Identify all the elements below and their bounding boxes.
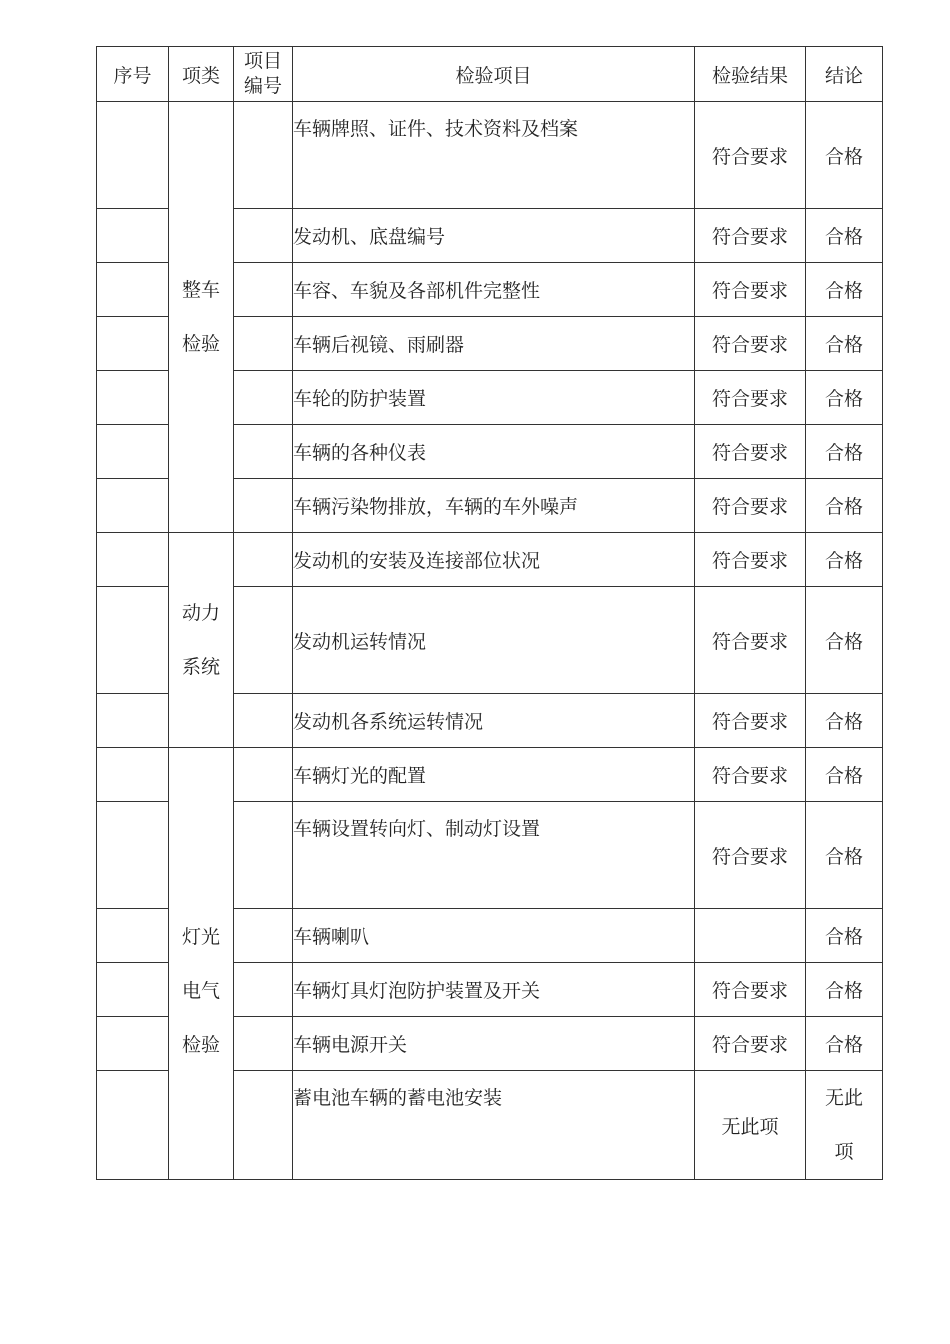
item-cell: 车辆灯具灯泡防护装置及开关 [293,963,695,1017]
code-cell [234,479,293,533]
category-cell [169,102,234,533]
seq-cell [97,371,169,425]
result-cell: 符合要求 [695,802,806,909]
result-cell: 符合要求 [695,587,806,694]
conclusion-cell: 合格 [806,694,883,748]
header-item: 检验项目 [293,47,695,102]
conclusion-cell: 合格 [806,587,883,694]
item-cell: 车容、车貌及各部机件完整性 [293,263,695,317]
seq-cell [97,748,169,802]
code-cell [234,909,293,963]
seq-cell [97,102,169,209]
category-cell [169,533,234,748]
conclusion-line: 无此 [824,1087,863,1109]
conclusion-cell: 合格 [806,909,883,963]
code-cell [234,802,293,909]
category-label: 检验 [181,1034,220,1056]
item-cell: 车辆污染物排放，车辆的车外噪声 [293,479,695,533]
code-cell [234,587,293,694]
category-label: 动力 [181,602,220,624]
conclusion-cell [806,1071,883,1180]
category-label: 整车 [181,279,220,301]
seq-cell [97,479,169,533]
item-cell: 车辆牌照、证件、技术资料及档案 [293,102,695,209]
conclusion-cell: 合格 [806,317,883,371]
seq-cell [97,909,169,963]
item-cell: 车辆灯光的配置 [293,748,695,802]
seq-cell [97,263,169,317]
conclusion-cell: 合格 [806,371,883,425]
result-cell: 符合要求 [695,1017,806,1071]
result-cell: 符合要求 [695,479,806,533]
category-label: 系统 [181,656,220,678]
header-result: 检验结果 [695,47,806,102]
item-cell: 发动机运转情况 [293,587,695,694]
code-cell [234,748,293,802]
seq-cell [97,1017,169,1071]
seq-cell [97,533,169,587]
item-cell: 车辆电源开关 [293,1017,695,1071]
code-cell [234,317,293,371]
header-code-text: 项目编号 [243,50,282,97]
conclusion-cell: 合格 [806,748,883,802]
header-seq: 序号 [97,47,169,102]
item-cell: 车辆的各种仪表 [293,425,695,479]
result-cell: 符合要求 [695,209,806,263]
seq-cell [97,694,169,748]
category-cell [169,748,234,1180]
result-cell [695,909,806,963]
code-cell [234,102,293,209]
category-label: 电气 [181,980,220,1002]
result-cell: 符合要求 [695,748,806,802]
item-cell: 发动机的安装及连接部位状况 [293,533,695,587]
code-cell [234,533,293,587]
result-cell: 符合要求 [695,317,806,371]
result-cell: 无此项 [695,1071,806,1180]
item-cell: 车辆后视镜、雨刷器 [293,317,695,371]
conclusion-cell: 合格 [806,102,883,209]
table-row [97,533,883,587]
seq-cell [97,425,169,479]
conclusion-cell: 合格 [806,209,883,263]
result-cell: 符合要求 [695,102,806,209]
code-cell [234,209,293,263]
item-cell: 车辆喇叭 [293,909,695,963]
seq-cell [97,317,169,371]
code-cell [234,694,293,748]
item-cell: 车轮的防护装置 [293,371,695,425]
code-cell [234,1017,293,1071]
result-cell: 符合要求 [695,694,806,748]
code-cell [234,425,293,479]
conclusion-cell: 合格 [806,479,883,533]
conclusion-cell: 合格 [806,802,883,909]
result-cell: 符合要求 [695,963,806,1017]
header-conclusion: 结论 [806,47,883,102]
result-cell: 符合要求 [695,371,806,425]
code-cell [234,963,293,1017]
seq-cell [97,963,169,1017]
table-row [97,102,883,209]
item-cell: 发动机各系统运转情况 [293,694,695,748]
header-code [234,47,293,102]
conclusion-cell: 合格 [806,1017,883,1071]
seq-cell [97,802,169,909]
header-row [97,47,883,102]
conclusion-cell: 合格 [806,425,883,479]
category-label: 灯光 [181,926,220,948]
result-cell: 符合要求 [695,425,806,479]
seq-cell [97,587,169,694]
seq-cell [97,1071,169,1180]
code-cell [234,1071,293,1180]
table-row [97,748,883,802]
conclusion-cell: 合格 [806,963,883,1017]
conclusion-cell: 合格 [806,263,883,317]
header-category: 项类 [169,47,234,102]
conclusion-cell: 合格 [806,533,883,587]
item-cell: 蓄电池车辆的蓄电池安装 [293,1071,695,1180]
item-cell: 车辆设置转向灯、制动灯设置 [293,802,695,909]
seq-cell [97,209,169,263]
category-label: 检验 [181,333,220,355]
conclusion-line: 项 [834,1141,854,1163]
code-cell [234,371,293,425]
item-cell: 发动机、底盘编号 [293,209,695,263]
inspection-table [96,46,883,1180]
code-cell [234,263,293,317]
result-cell: 符合要求 [695,533,806,587]
result-cell: 符合要求 [695,263,806,317]
